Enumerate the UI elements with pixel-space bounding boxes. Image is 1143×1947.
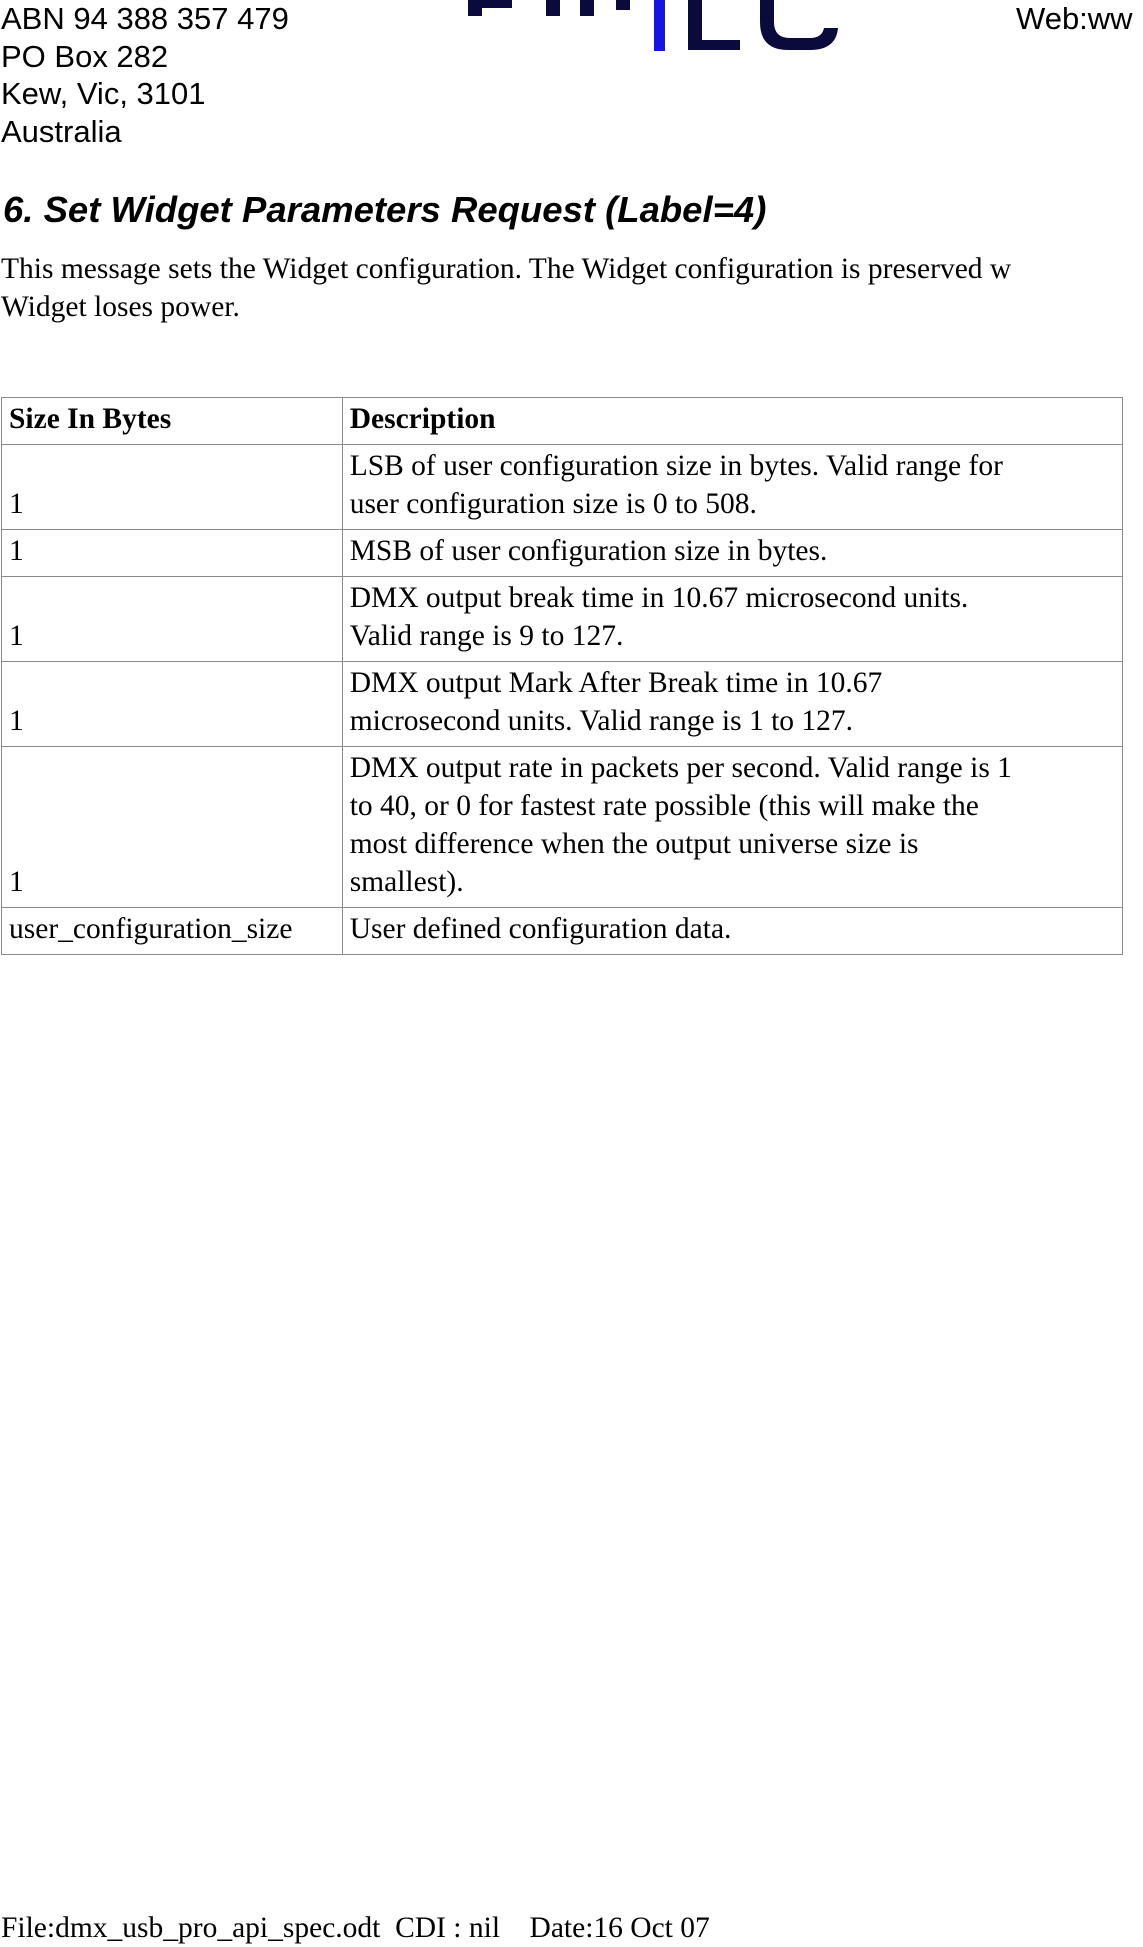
footer-date: Date:16 Oct 07: [529, 1912, 710, 1944]
cell-description: [342, 908, 1122, 955]
logo-accent-bar: [654, 0, 665, 51]
column-header-size: Size In Bytes: [2, 398, 343, 445]
cell-description: [342, 747, 1122, 908]
intro-line: Widget loses power.: [1, 291, 240, 323]
description-line: User defined configuration data.: [349, 913, 732, 945]
address-abn: ABN 94 388 357 479: [1, 1, 289, 36]
description-line: microsecond units. Valid range is 1 to 127.: [349, 705, 854, 737]
cell-size: 1: [2, 662, 343, 747]
table-row: [2, 662, 1123, 747]
description-line: smallest).: [349, 866, 464, 898]
address-country: Australia: [1, 113, 122, 149]
table-row: [2, 577, 1123, 662]
cell-description: [342, 530, 1122, 577]
logo-letter-c: [760, 0, 838, 50]
description-line: MSB of user configuration size in bytes.: [349, 535, 828, 567]
table-header-row: [2, 398, 1123, 445]
table-row: [2, 445, 1123, 530]
table-row: [2, 747, 1123, 908]
cell-size: 1: [2, 747, 343, 908]
document-footer: [1, 1910, 710, 1946]
cell-description: [342, 445, 1122, 530]
footer-file: File:dmx_usb_pro_api_spec.odt: [1, 1912, 381, 1944]
logo-letter-t: [616, 0, 630, 10]
description-line: Valid range is 9 to 127.: [349, 620, 624, 652]
cell-size: user_configuration_size: [2, 908, 343, 955]
address-po-box: PO Box 282: [1, 38, 169, 74]
parameters-table: [1, 397, 1123, 955]
description-line: DMX output break time in 10.67 microsecond units.: [349, 582, 969, 614]
column-header-description: Description: [342, 398, 1122, 445]
description-line: DMX output rate in packets per second. Valid range is 1: [349, 752, 1012, 784]
logo-letter-n: [546, 0, 560, 16]
description-line: most difference when the output universe size is: [349, 828, 919, 860]
footer-cdi: CDI : nil: [395, 1912, 501, 1944]
description-line: user configuration size is 0 to 508.: [349, 488, 757, 520]
description-line: DMX output Mark After Break time in 10.67: [349, 667, 883, 699]
cell-description: [342, 662, 1122, 747]
website-label: Web:ww: [1016, 1, 1133, 36]
company-address: [1, 0, 289, 150]
cell-size: 1: [2, 530, 343, 577]
intro-paragraph: [1, 250, 1143, 326]
table-row: [2, 908, 1123, 955]
enttec-logo: [468, 0, 888, 52]
section-heading: 6. Set Widget Parameters Request (Label=4): [3, 189, 767, 230]
cell-description: [342, 577, 1122, 662]
description-line: LSB of user configuration size in bytes. Valid range for: [349, 450, 1003, 482]
description-line: to 40, or 0 for fastest rate possible (this will make the: [349, 790, 979, 822]
cell-size: 1: [2, 577, 343, 662]
address-city: Kew, Vic, 3101: [1, 76, 206, 111]
intro-line: This message sets the Widget configuration. The Widget configuration is preserved w: [1, 253, 1012, 285]
cell-size: 1: [2, 445, 343, 530]
table-row: [2, 530, 1123, 577]
